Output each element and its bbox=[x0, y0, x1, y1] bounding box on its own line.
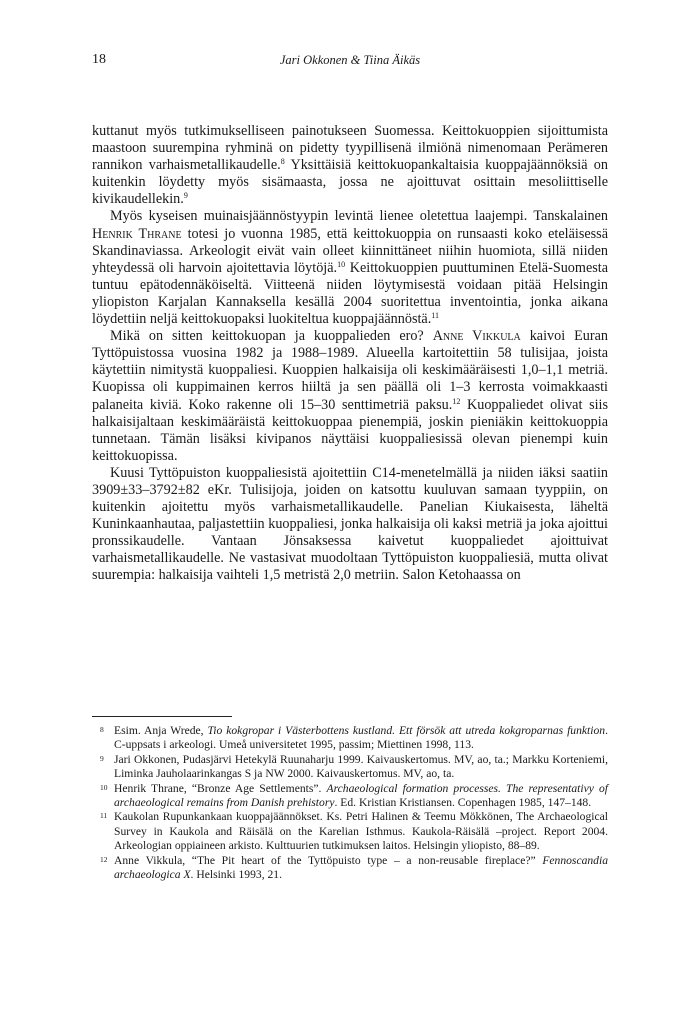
paragraph-3 bbox=[92, 328, 608, 465]
footnote-title: Archaeological formation processes. The representativy of archaeological remains from Danish prehistory bbox=[114, 781, 608, 810]
text-run: Kuoppaliedet olivat siis halkaisijaltaan keskimääräistä keittokuoppaa pienempiä, joskin pieniäkin keittokuoppia tunnetaan. Tämän lisäksi kivipanos näyttäisi kuoppaliesissä olevan pienempi kuin keittokuopissa. bbox=[92, 396, 608, 464]
footnote-text: Henrik Thrane, “Bronze Age Settlements”. bbox=[114, 781, 327, 795]
footnote-number: 11 bbox=[100, 811, 108, 821]
text-run: Yksittäisiä keittokuopankaltaisia kuoppajäännöksiä on kuitenkin löydetty myös sisämaasta, jossa ne ajoittuvat osittain mesoliittiselle kivikaudellekin. bbox=[92, 157, 608, 208]
footnote-11 bbox=[92, 810, 608, 853]
paragraph-1 bbox=[92, 123, 608, 208]
footnote-ref[interactable]: 8 bbox=[280, 157, 285, 167]
paragraph-2 bbox=[92, 208, 608, 328]
footnote-number: 8 bbox=[100, 725, 104, 734]
page-header bbox=[92, 52, 608, 72]
footnote-text: . Helsinki 1993, 21. bbox=[190, 868, 282, 882]
footnote-ref[interactable]: 11 bbox=[431, 311, 439, 321]
footnote-ref[interactable]: 10 bbox=[337, 259, 346, 269]
text-run: kaivoi Euran Tyttöpuistossa vuosina 1982 ja 1988–1989. Alueella kartoitettiin 58 tulisijaa, joista käytettiin nimitystä kuoppaliesi. Kuoppien halkaisija oli keskimääräisesti 1,0–1,1 metriä. Kuopissa oli kuppimainen kerros hiiltä ja sen päällä oli 1–3 kerrosta voimakkaasti palaneita kiviä. Koko rakenne oli 15–30 senttimetriä paksu. bbox=[92, 328, 608, 413]
footnote-8 bbox=[92, 724, 608, 753]
running-head: Jari Okkonen & Tiina Äikäs bbox=[279, 53, 421, 67]
author-name: Anne Vikkula bbox=[432, 328, 521, 345]
text-run: Mikä on sitten keittokuopan ja kuoppalieden ero? bbox=[110, 328, 433, 345]
footnote-divider bbox=[92, 716, 232, 717]
author-name: Henrik Thrane bbox=[92, 225, 182, 242]
footnote-number: 12 bbox=[100, 854, 108, 864]
text-run: Myös kyseisen muinaisjäännöstyypin levintä lienee oletettua laajempi. Tanskalainen bbox=[110, 208, 608, 225]
footnote-text: . Ed. Kristian Kristiansen. Copenhagen 1985, 147–148. bbox=[334, 796, 592, 810]
footnote-text: Esim. Anja Wrede, bbox=[114, 724, 208, 737]
footnotes bbox=[92, 724, 608, 882]
footnote-title: Tio kokgropar i Västerbottens kustland. Ett försök att utreda kokgroparnas funktion bbox=[207, 724, 606, 737]
body-text bbox=[92, 123, 608, 585]
footnote-title: Fennoscandia archaeologica X bbox=[114, 853, 608, 882]
paragraph-4 bbox=[92, 465, 608, 585]
footnote-text: Kaukolan Rupunkankaan kuoppajäännökset. Ks. Petri Halinen & Teemu Mökkönen, The Archaeological Survey in Kaukola and Räisälä on the Karelian Isthmus. Kaukola-Räisälä –project. Report 2004. Arkeologian oppiaineen arkisto. Kulttuurien tutkimuksen laitos. Helsingin yliopisto, 88–89. bbox=[114, 810, 608, 853]
footnote-9 bbox=[92, 753, 608, 782]
footnote-12 bbox=[92, 854, 608, 883]
footnote-number: 10 bbox=[100, 782, 108, 792]
page-number: 18 bbox=[92, 52, 106, 67]
text-run: Keittokuoppien puuttuminen Etelä-Suomesta tuntuu epätodennäköiseltä. Viitteenä niiden löytymisestä voidaan pitää Helsingin yliopiston Karjalan Kannaksella kesällä 2004 suoritettua inventointia, jonka aikana löydettiin neljä keittokuopaksi luokiteltua kuoppajäännöstä. bbox=[92, 259, 608, 328]
footnote-text: . C-uppsats i arkeologi. Umeå universitetet 1995, passim; Miettinen 1998, 113. bbox=[114, 724, 608, 752]
footnote-number: 9 bbox=[100, 753, 104, 763]
text-run: Kuusi Tyttöpuiston kuoppaliesistä ajoitettiin C14-menetelmällä ja niiden iäksi saatiin 3909±33–3792±82 eKr. Tulisijoja, joiden on katsottu kuuluvan samaan tyyppiin, on kuitenkin ajoitettu myös varhaismetallikaudelle. Panelian Kiukaisesta, läheltä Kuninkaanhautaa, paljastettiin kuoppaliesi, jonka halkaisija oli kaksi metriä ja joka ajoittui pronssikaudelle. Vantaan Jönsaksessa kaivetut kuoppaliedet ajoittuivat varhaismetallikaudelle. Ne vastasivat muodoltaan Tyttöpuiston kuoppaliesiä, mutta olivat suurempia: halkaisija vaihteli 1,5 metristä 2,0 metriin. Salon Ketohaassa on bbox=[92, 464, 608, 584]
text-run: kuttanut myös tutkimukselliseen painotukseen Suomessa. Keittokuoppien sijoittumista maastoon suurempina ryhminä on pidetty tyypillisenä ilmiönä nimenomaan Perämeren rannikon varhaismetallikaudelle. bbox=[92, 123, 608, 174]
footnote-ref[interactable]: 9 bbox=[183, 191, 188, 201]
footnote-ref[interactable]: 12 bbox=[452, 396, 461, 406]
text-run: totesi jo vuonna 1985, että keittokuoppia on runsaasti koko eteläisessä Skandinaviassa. Arkeologit eivät vain olleet kiinnittäneet niihin huomiota, sillä niiden yhteydessä oli harvoin ajoitettavia löytöjä. bbox=[92, 225, 608, 276]
footnote-text: Anne Vikkula, “The Pit heart of the Tyttöpuisto type – a non-reusable fireplace?” bbox=[114, 853, 543, 867]
footnote-10 bbox=[92, 782, 608, 811]
footnote-text: Jari Okkonen, Pudasjärvi Hetekylä Ruunaharju 1999. Kaivauskertomus. MV, ao, ta.; Markku Korteniemi, Liminka Jauholaarinkangas S ja NW 2000. Kaivauskertomus. MV, ao, ta. bbox=[114, 752, 608, 781]
